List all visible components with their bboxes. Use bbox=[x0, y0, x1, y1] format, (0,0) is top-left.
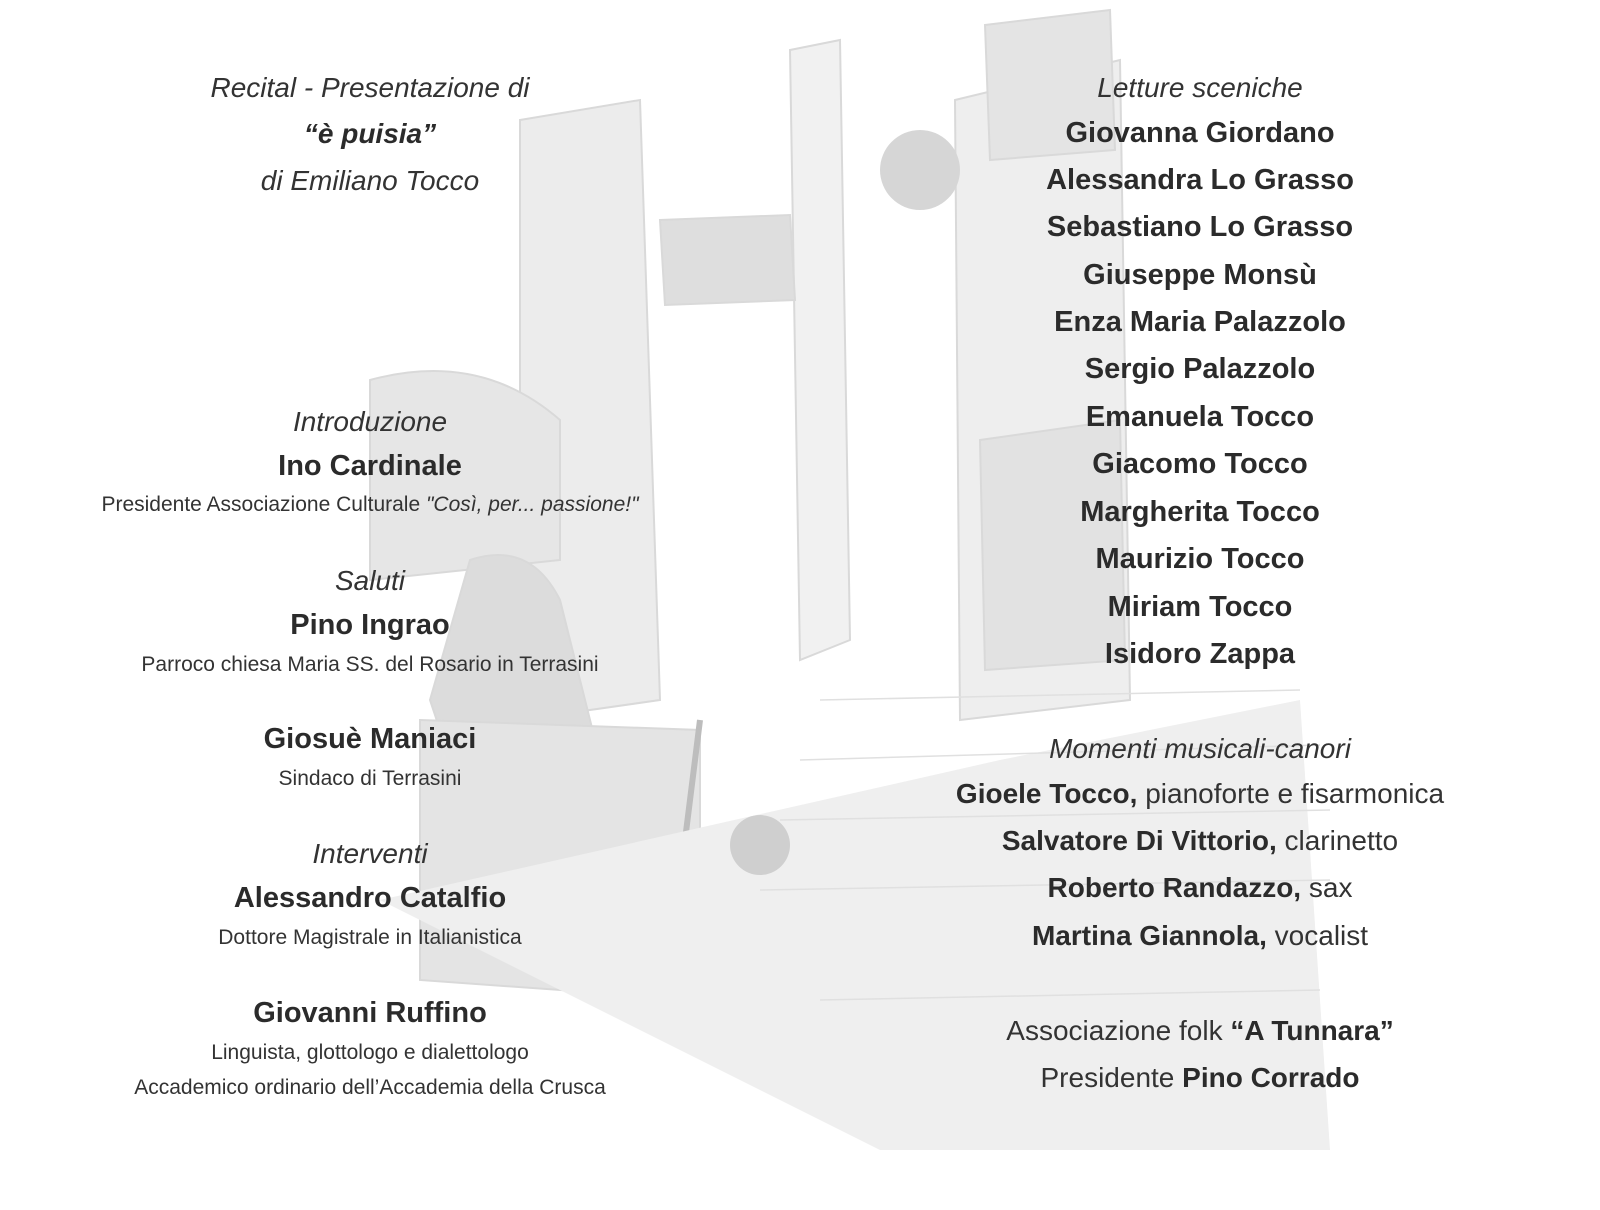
intro-role-association: "Così, per... passione!" bbox=[425, 493, 639, 516]
reader-name: Giuseppe Monsù bbox=[1083, 259, 1317, 291]
readings-label: Letture sceniche bbox=[1097, 72, 1303, 103]
intro-label: Introduzione bbox=[292, 406, 448, 437]
folk-name: “A Tunnara” bbox=[1230, 1015, 1394, 1046]
talks-label: Interventi bbox=[312, 838, 428, 869]
greetings-label: Saluti bbox=[334, 565, 406, 596]
musician-role: pianoforte e fisarmonica bbox=[1137, 778, 1445, 809]
musician bbox=[900, 872, 1500, 904]
folk-prefix: Associazione folk bbox=[1006, 1015, 1231, 1046]
greeting-2-name: Giosuè Maniaci bbox=[263, 723, 477, 755]
musician-role: sax bbox=[1301, 872, 1353, 903]
musician-name: Martina Giannola, bbox=[1031, 920, 1267, 951]
musician bbox=[900, 778, 1500, 810]
reader-name: Alessandra Lo Grasso bbox=[1046, 164, 1354, 196]
recital-label: Recital - Presentazione di bbox=[210, 72, 530, 103]
reader-name: Isidoro Zappa bbox=[1104, 638, 1296, 670]
reader-name: Sebastiano Lo Grasso bbox=[1046, 211, 1354, 243]
folk-president bbox=[900, 1062, 1500, 1094]
reader-name: Maurizio Tocco bbox=[1095, 543, 1305, 575]
president-name: Pino Corrado bbox=[1182, 1062, 1360, 1093]
talk-1-role: Dottore Magistrale in Italianistica bbox=[218, 926, 522, 949]
intro-name: Ino Cardinale bbox=[278, 450, 462, 482]
reader-name: Miriam Tocco bbox=[1107, 591, 1293, 623]
greeting-1-name: Pino Ingrao bbox=[290, 609, 450, 641]
reader-name: Giovanna Giordano bbox=[1065, 117, 1335, 149]
music-label: Momenti musicali-canori bbox=[1049, 733, 1351, 764]
musician-name: Gioele Tocco, bbox=[955, 778, 1138, 809]
musician-name: Roberto Randazzo, bbox=[1047, 872, 1302, 903]
musician-name: Salvatore Di Vittorio, bbox=[1001, 825, 1277, 856]
greeting-2-role: Sindaco di Terrasini bbox=[278, 767, 462, 790]
musician bbox=[900, 920, 1500, 952]
intro-role-prefix: Presidente Associazione Culturale bbox=[101, 493, 426, 516]
greeting-1-role: Parroco chiesa Maria SS. del Rosario in Terrasini bbox=[141, 653, 599, 676]
musician bbox=[900, 825, 1500, 857]
folk-association bbox=[900, 1015, 1500, 1047]
musician-role: vocalist bbox=[1266, 920, 1369, 951]
reader-name: Giacomo Tocco bbox=[1092, 448, 1308, 480]
book-title: “è puisia” bbox=[303, 118, 437, 149]
reader-name: Sergio Palazzolo bbox=[1084, 353, 1316, 385]
talk-2-name: Giovanni Ruffino bbox=[253, 997, 487, 1029]
reader-name: Margherita Tocco bbox=[1080, 496, 1320, 528]
president-prefix: Presidente bbox=[1040, 1062, 1183, 1093]
talk-2-role-1: Linguista, glottologo e dialettologo bbox=[211, 1041, 529, 1064]
musician-role: clarinetto bbox=[1276, 825, 1399, 856]
talk-1-name: Alessandro Catalfio bbox=[233, 882, 507, 914]
reader-name: Emanuela Tocco bbox=[1085, 401, 1315, 433]
intro-role bbox=[60, 493, 680, 517]
author-line: di Emiliano Tocco bbox=[260, 165, 480, 196]
reader-name: Enza Maria Palazzolo bbox=[1054, 306, 1346, 338]
talk-2-role-2: Accademico ordinario dell’Accademia della Crusca bbox=[134, 1076, 606, 1099]
